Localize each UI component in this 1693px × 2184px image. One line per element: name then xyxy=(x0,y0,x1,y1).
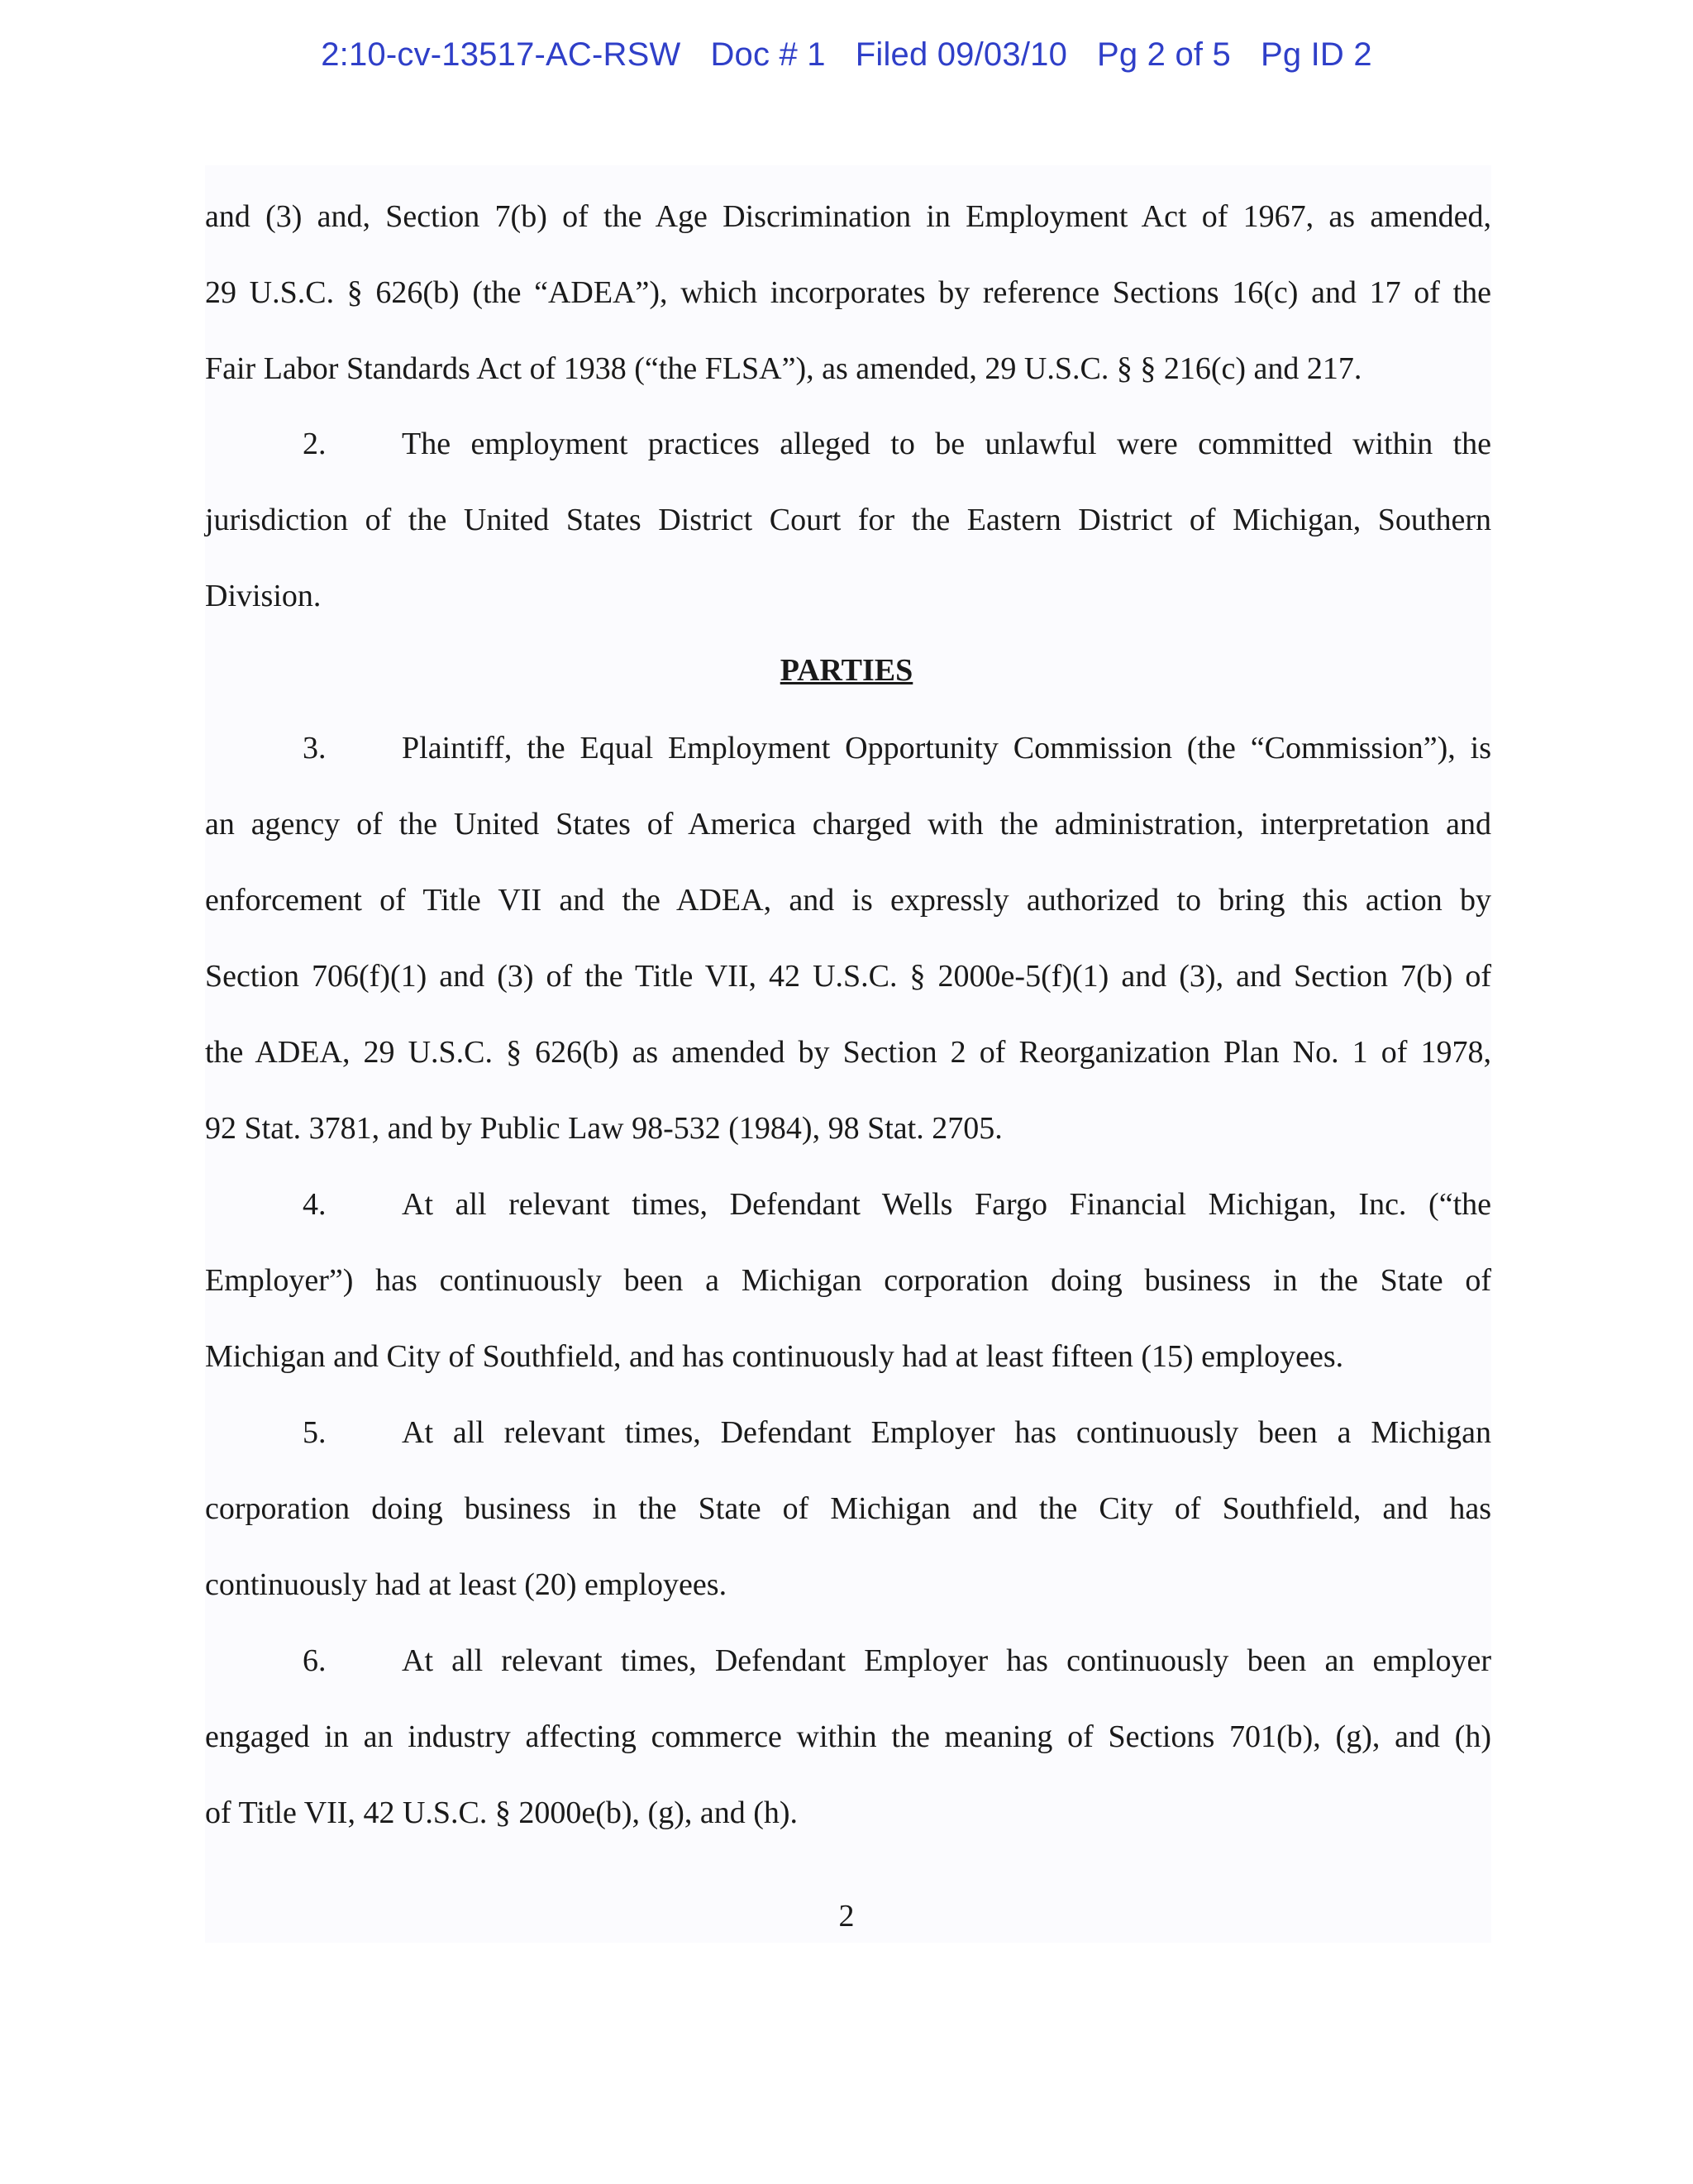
court-filing-header xyxy=(0,36,1693,74)
paragraph-6 xyxy=(205,1623,1491,1851)
intro-paragraph xyxy=(205,179,1491,407)
text-line: an agency of the United States of America charged with the administration, interpretation and xyxy=(205,807,1491,842)
text-line: Employer”) has continuously been a Michigan corporation doing business in the State of xyxy=(205,1263,1491,1298)
page-number: 2 xyxy=(838,1899,855,1934)
text-line: At all relevant times, Defendant Employer has continuously been an employer xyxy=(402,1643,1491,1678)
paragraph-4 xyxy=(205,1166,1491,1395)
text-line: corporation doing business in the State of Michigan and the City of Southfield, and has xyxy=(205,1491,1491,1526)
text-line: jurisdiction of the United States District Court for the Eastern District of Michigan, Southern xyxy=(205,503,1491,537)
text-line: 92 Stat. 3781, and by Public Law 98-532 (1984), 98 Stat. 2705. xyxy=(205,1111,1003,1146)
paragraph-number: 2. xyxy=(303,427,327,461)
text-line: Division. xyxy=(205,579,322,613)
paragraph-number: 4. xyxy=(303,1187,327,1222)
paragraph-number: 3. xyxy=(303,731,327,765)
text-line: At all relevant times, Defendant Wells Fargo Financial Michigan, Inc. (“the xyxy=(402,1187,1491,1222)
doc-number: Doc # 1 xyxy=(710,36,826,73)
page-count: Pg 2 of 5 xyxy=(1097,36,1231,73)
text-line: engaged in an industry affecting commerce within the meaning of Sections 701(b), (g), and (h) xyxy=(205,1719,1491,1754)
filed-date: Filed 09/03/10 xyxy=(855,36,1068,73)
text-line: Plaintiff, the Equal Employment Opportunity Commission (the “Commission”), is xyxy=(402,731,1491,765)
text-line: enforcement of Title VII and the ADEA, and is expressly authorized to bring this action by xyxy=(205,883,1491,918)
section-heading-parties: PARTIES xyxy=(780,653,913,688)
text-line: Section 706(f)(1) and (3) of the Title VII, 42 U.S.C. § 2000e-5(f)(1) and (3), and Section 7(b) of xyxy=(205,959,1491,994)
text-line: The employment practices alleged to be unlawful were committed within the xyxy=(402,427,1491,461)
paragraph-2 xyxy=(205,406,1491,634)
text-line: of Title VII, 42 U.S.C. § 2000e(b), (g), and (h). xyxy=(205,1795,799,1830)
page-id: Pg ID 2 xyxy=(1260,36,1372,73)
text-line: continuously had at least (20) employees. xyxy=(205,1567,727,1602)
paragraph-number: 6. xyxy=(303,1643,327,1678)
text-line: Fair Labor Standards Act of 1938 (“the FLSA”), as amended, 29 U.S.C. § § 216(c) and 217. xyxy=(205,351,1362,386)
text-line: At all relevant times, Defendant Employer has continuously been a Michigan xyxy=(402,1415,1491,1450)
text-line: Michigan and City of Southfield, and has continuously had at least fifteen (15) employees. xyxy=(205,1339,1344,1374)
case-number: 2:10-cv-13517-AC-RSW xyxy=(321,36,681,73)
text-line: 29 U.S.C. § 626(b) (the “ADEA”), which incorporates by reference Sections 16(c) and 17 of the xyxy=(205,275,1491,310)
paragraph-3 xyxy=(205,710,1491,1166)
text-line: the ADEA, 29 U.S.C. § 626(b) as amended by Section 2 of Reorganization Plan No. 1 of 1978, xyxy=(205,1035,1491,1070)
paragraph-number: 5. xyxy=(303,1415,327,1450)
paragraph-5 xyxy=(205,1395,1491,1623)
text-line: and (3) and, Section 7(b) of the Age Discrimination in Employment Act of 1967, as amended, xyxy=(205,199,1491,234)
